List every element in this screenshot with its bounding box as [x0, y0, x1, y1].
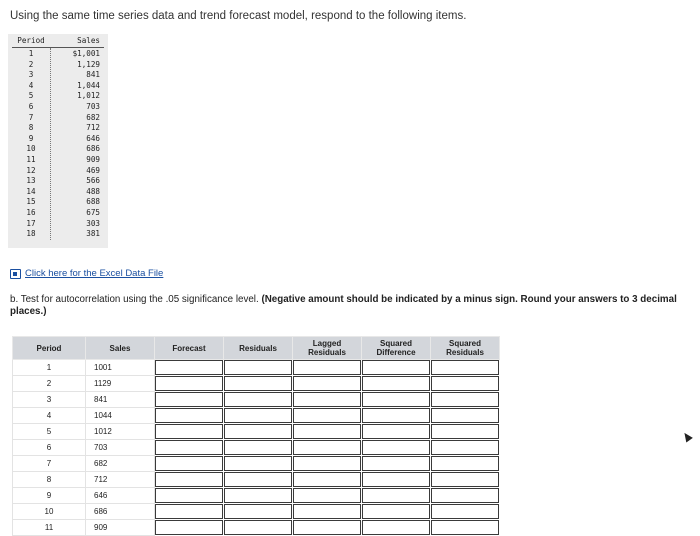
col-squared-residuals: Squared Residuals [431, 337, 500, 360]
data-period: 14 [26, 186, 36, 196]
col-residuals: Residuals [224, 337, 293, 360]
period-cell: 11 [13, 520, 86, 536]
forecast-input-cell [155, 424, 224, 440]
question-instruction: (Negative amount should be indicated by a minus sign. Round your answers to 3 decimal places.) [10, 294, 677, 317]
data-sales: 1,129 [77, 59, 100, 69]
data-period: 5 [28, 91, 34, 101]
data-sales: 841 [86, 70, 100, 80]
squared-difference-input-cell [362, 408, 431, 424]
lagged-residuals-input[interactable] [293, 472, 361, 487]
squared-residuals-input-cell [431, 424, 500, 440]
excel-link-text[interactable]: Click here for the Excel Data File [25, 268, 164, 279]
squared-difference-input-cell [362, 472, 431, 488]
residuals-input[interactable] [224, 376, 292, 391]
intro-text: Using the same time series data and trend forecast model, respond to the following items. [10, 10, 467, 22]
data-period: 3 [28, 70, 34, 80]
mouse-cursor-icon [681, 431, 693, 443]
data-row [8, 134, 108, 145]
sales-cell: 1001 [86, 360, 155, 376]
sales-cell: 703 [86, 440, 155, 456]
period-cell: 6 [13, 440, 86, 456]
squared-difference-input-cell [362, 360, 431, 376]
sales-cell: 1012 [86, 424, 155, 440]
squared-difference-input[interactable] [362, 488, 430, 503]
lagged-residuals-input-cell [293, 408, 362, 424]
lagged-residuals-input[interactable] [293, 376, 361, 391]
excel-data-link[interactable] [10, 268, 163, 279]
data-row [8, 91, 108, 102]
data-row [8, 70, 108, 81]
residuals-input-cell [224, 456, 293, 472]
lagged-residuals-input-cell [293, 440, 362, 456]
squared-difference-input[interactable] [362, 424, 430, 439]
lagged-residuals-input-cell [293, 360, 362, 376]
answer-row [13, 376, 500, 392]
forecast-input[interactable] [155, 488, 223, 503]
lagged-residuals-input[interactable] [293, 488, 361, 503]
residuals-input[interactable] [224, 488, 292, 503]
period-cell: 4 [13, 408, 86, 424]
data-period: 9 [28, 133, 34, 143]
data-sales: 703 [86, 102, 100, 111]
squared-residuals-input-cell [431, 504, 500, 520]
residuals-input[interactable] [224, 424, 292, 439]
data-row [8, 155, 108, 166]
data-sales: 675 [86, 208, 100, 217]
sales-data-table [8, 34, 108, 248]
squared-residuals-input[interactable] [431, 424, 499, 439]
period-cell: 1 [13, 360, 86, 376]
period-cell: 2 [13, 376, 86, 392]
answer-table-header [13, 337, 500, 360]
lagged-residuals-input[interactable] [293, 424, 361, 439]
data-row [8, 113, 108, 124]
answer-row [13, 408, 500, 424]
forecast-input[interactable] [155, 456, 223, 471]
data-row [8, 60, 108, 71]
residuals-input[interactable] [224, 504, 292, 519]
residuals-input[interactable] [224, 408, 292, 423]
period-cell: 3 [13, 392, 86, 408]
squared-residuals-input-cell [431, 408, 500, 424]
forecast-input[interactable] [155, 360, 223, 375]
squared-difference-input[interactable] [362, 376, 430, 391]
data-sales: 303 [86, 218, 100, 228]
data-period: 17 [26, 218, 36, 228]
period-cell: 7 [13, 456, 86, 472]
data-period: 15 [26, 197, 36, 207]
data-period: 8 [28, 123, 34, 133]
squared-residuals-input-cell [431, 360, 500, 376]
data-period: 12 [26, 165, 36, 175]
period-header: Period [17, 36, 45, 45]
data-sales: 1,012 [77, 91, 100, 101]
squared-residuals-input[interactable] [431, 376, 499, 391]
squared-difference-input[interactable] [362, 504, 430, 519]
residuals-input-cell [224, 504, 293, 520]
answer-row [13, 472, 500, 488]
squared-residuals-input-cell [431, 456, 500, 472]
squared-difference-input-cell [362, 440, 431, 456]
lagged-residuals-input-cell [293, 488, 362, 504]
squared-residuals-input[interactable] [431, 360, 499, 375]
forecast-input-cell [155, 488, 224, 504]
data-row [8, 144, 108, 155]
data-sales: 469 [86, 165, 100, 175]
data-sales: 712 [86, 123, 100, 133]
data-period: 4 [28, 80, 34, 90]
lagged-residuals-input[interactable] [293, 440, 361, 455]
lagged-residuals-input[interactable] [293, 504, 361, 519]
squared-residuals-input[interactable] [431, 440, 499, 455]
data-period: 2 [28, 59, 34, 69]
forecast-input-cell [155, 472, 224, 488]
lagged-residuals-input[interactable] [293, 360, 361, 375]
data-row [8, 49, 108, 60]
data-row [8, 229, 108, 240]
squared-difference-input-cell [362, 504, 431, 520]
lagged-residuals-input[interactable] [293, 456, 361, 471]
residuals-input[interactable] [224, 360, 292, 375]
residuals-input[interactable] [224, 392, 292, 407]
data-period: 13 [26, 176, 36, 186]
period-cell: 5 [13, 424, 86, 440]
answer-row [13, 504, 500, 520]
squared-residuals-input[interactable] [431, 504, 499, 519]
data-period: 10 [26, 144, 36, 154]
forecast-input-cell [155, 408, 224, 424]
data-period: 7 [28, 112, 34, 122]
data-sales: 686 [86, 144, 100, 154]
col-period: Period [13, 337, 86, 360]
residuals-input-cell [224, 360, 293, 376]
forecast-input-cell [155, 504, 224, 520]
forecast-input[interactable] [155, 408, 223, 423]
residuals-input-cell [224, 392, 293, 408]
residuals-input-cell [224, 408, 293, 424]
question-text [10, 294, 690, 318]
data-row [8, 208, 108, 219]
residuals-input-cell [224, 472, 293, 488]
data-sales: 688 [86, 197, 100, 207]
residuals-input-cell [224, 440, 293, 456]
lagged-residuals-input-cell [293, 456, 362, 472]
lagged-residuals-input-cell [293, 504, 362, 520]
lagged-residuals-input[interactable] [293, 392, 361, 407]
squared-residuals-input-cell [431, 488, 500, 504]
forecast-input[interactable] [155, 504, 223, 519]
data-period: 6 [28, 102, 34, 111]
answer-row [13, 424, 500, 440]
squared-residuals-input[interactable] [431, 392, 499, 407]
data-sales: 682 [86, 112, 100, 122]
residuals-input-cell [224, 376, 293, 392]
header-divider [12, 47, 104, 48]
sales-cell: 1044 [86, 408, 155, 424]
data-row [8, 166, 108, 177]
data-row [8, 81, 108, 92]
forecast-input[interactable] [155, 376, 223, 391]
data-sales: 488 [86, 186, 100, 196]
forecast-input-cell [155, 456, 224, 472]
forecast-input-cell [155, 440, 224, 456]
data-period: 1 [28, 49, 34, 58]
sales-cell: 712 [86, 472, 155, 488]
data-row [8, 102, 108, 113]
forecast-input[interactable] [155, 424, 223, 439]
squared-difference-input-cell [362, 376, 431, 392]
data-sales: 909 [86, 155, 100, 164]
answer-table [12, 336, 500, 536]
sales-cell: 682 [86, 456, 155, 472]
squared-difference-input-cell [362, 456, 431, 472]
data-sales: 1,044 [77, 80, 100, 90]
squared-difference-input[interactable] [362, 392, 430, 407]
residuals-input[interactable] [224, 456, 292, 471]
lagged-residuals-input-cell [293, 472, 362, 488]
answer-row [13, 360, 500, 376]
answer-row [13, 456, 500, 472]
squared-difference-input-cell [362, 488, 431, 504]
squared-difference-input[interactable] [362, 456, 430, 471]
data-sales: 566 [86, 176, 100, 186]
col-lagged-residuals: Lagged Residuals [293, 337, 362, 360]
sales-cell: 841 [86, 392, 155, 408]
squared-residuals-input-cell [431, 440, 500, 456]
data-row [8, 187, 108, 198]
period-cell: 8 [13, 472, 86, 488]
question-part: b. Test for autocorrelation using the .05 significance level. [10, 294, 259, 305]
sales-header: Sales [77, 36, 100, 45]
residuals-input[interactable] [224, 472, 292, 487]
squared-difference-input[interactable] [362, 408, 430, 423]
squared-difference-input-cell [362, 392, 431, 408]
col-sales: Sales [86, 337, 155, 360]
col-squared-difference: Squared Difference [362, 337, 431, 360]
squared-residuals-input-cell [431, 376, 500, 392]
squared-difference-input[interactable] [362, 360, 430, 375]
squared-residuals-input[interactable] [431, 472, 499, 487]
period-cell: 10 [13, 504, 86, 520]
data-row [8, 197, 108, 208]
lagged-residuals-input-cell [293, 376, 362, 392]
data-sales: 381 [86, 229, 100, 239]
forecast-input-cell [155, 392, 224, 408]
sales-cell: 686 [86, 504, 155, 520]
forecast-input[interactable] [155, 392, 223, 407]
lagged-residuals-input-cell [293, 424, 362, 440]
residuals-input-cell [224, 488, 293, 504]
data-row [8, 219, 108, 230]
forecast-input-cell [155, 376, 224, 392]
residuals-input[interactable] [224, 440, 292, 455]
squared-difference-input-cell [362, 424, 431, 440]
forecast-input[interactable] [155, 440, 223, 455]
sales-cell: 646 [86, 488, 155, 504]
col-forecast: Forecast [155, 337, 224, 360]
excel-file-icon [10, 269, 21, 279]
squared-residuals-input-cell [431, 472, 500, 488]
answer-row [13, 440, 500, 456]
forecast-input[interactable] [155, 472, 223, 487]
data-sales: $1,001 [72, 49, 100, 58]
data-period: 11 [26, 155, 36, 164]
answer-row [13, 392, 500, 408]
squared-residuals-input[interactable] [431, 488, 499, 503]
squared-difference-input[interactable] [362, 472, 430, 487]
sales-cell: 1129 [86, 376, 155, 392]
data-row [8, 123, 108, 134]
data-period: 18 [26, 229, 36, 239]
lagged-residuals-input-cell [293, 392, 362, 408]
lagged-residuals-input[interactable] [293, 408, 361, 423]
period-cell: 9 [13, 488, 86, 504]
squared-residuals-input-cell [431, 392, 500, 408]
data-row [8, 176, 108, 187]
data-sales: 646 [86, 133, 100, 143]
squared-residuals-input[interactable] [431, 456, 499, 471]
forecast-input-cell [155, 360, 224, 376]
data-period: 16 [26, 208, 36, 217]
sales-cell: 909 [86, 520, 155, 536]
residuals-input-cell [224, 424, 293, 440]
answer-row [13, 488, 500, 504]
squared-residuals-input[interactable] [431, 408, 499, 423]
squared-difference-input[interactable] [362, 440, 430, 455]
